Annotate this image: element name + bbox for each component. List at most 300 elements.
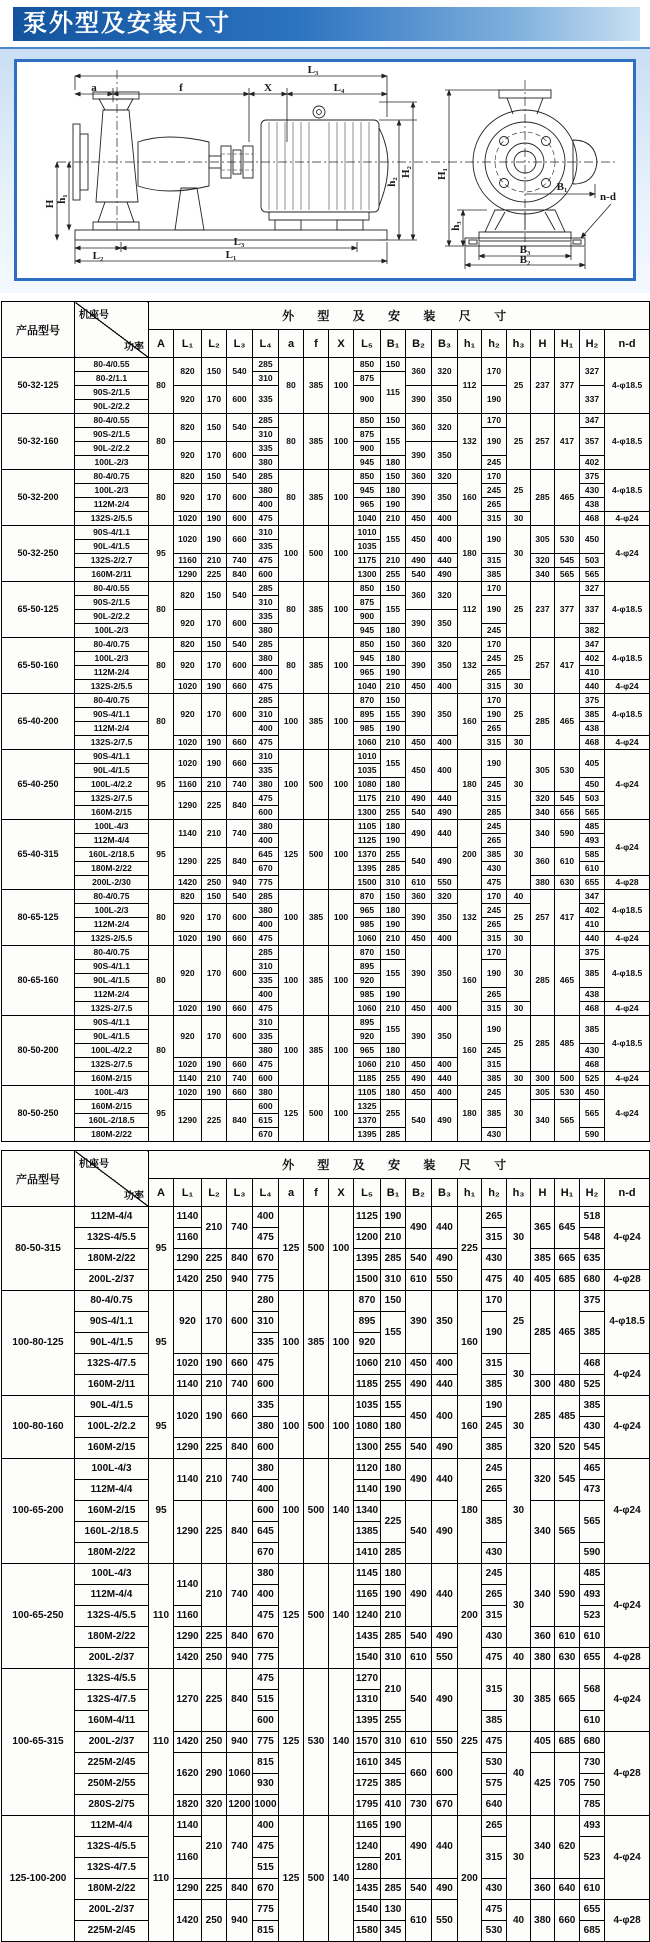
dim-cell: 540 (227, 638, 253, 652)
product-model-cell: 100-80-160 (2, 1396, 75, 1459)
dim-cell: 965 (354, 498, 381, 512)
dim-cell: 380 (253, 904, 279, 918)
dim-cell: 210 (381, 512, 406, 526)
frame-power-cell: 80-4/0.75 (75, 638, 149, 652)
dim-cell: 225 (458, 1669, 482, 1816)
dim-cell: 125 (279, 1564, 304, 1669)
dim-cell: 540 (227, 890, 253, 904)
dim-cell: 645 (253, 848, 279, 862)
dim-cell: 400 (253, 918, 279, 932)
dim-cell: 820 (174, 582, 202, 610)
dim-cell: 95 (149, 1291, 174, 1396)
dim-cell: 440 (432, 1564, 458, 1627)
dim-cell: 190 (202, 1086, 227, 1100)
dim-cell: 385 (482, 1375, 507, 1396)
product-model-cell: 80-50-200 (2, 1016, 75, 1086)
dim-cell: 350 (432, 442, 458, 470)
dim-cell: 545 (555, 554, 580, 568)
dim-cell: 180 (458, 750, 482, 820)
dim-cell: 125 (279, 820, 304, 890)
frame-power-cell: 132S-2/5.5 (75, 932, 149, 946)
dim-cell: 190 (482, 526, 507, 554)
dim-cell: 670 (253, 1627, 279, 1648)
dim-cell: 315 (482, 1354, 507, 1375)
product-model-cell: 65-50-160 (2, 638, 75, 694)
dim-cell: 382 (580, 624, 605, 638)
dim-cell: 450 (406, 1058, 432, 1072)
dim-cell: 30 (507, 932, 531, 946)
dim-cell: 1500 (354, 1270, 381, 1291)
dim-cell: 1140 (174, 1072, 202, 1086)
dim-cell: 385 (304, 638, 329, 694)
dim-cell: 190 (202, 1058, 227, 1072)
dim-cell: 500 (304, 1396, 329, 1459)
dim-cell: 80 (149, 946, 174, 1016)
power-label: 功率 (124, 1191, 144, 1202)
dim-cell: 150 (381, 638, 406, 652)
dim-cell: 665 (555, 1669, 580, 1732)
dim-cell: 385 (580, 708, 605, 722)
dim-cell: 450 (580, 778, 605, 792)
dim-cell: 900 (354, 442, 381, 456)
frame-power-cell: 112M-2/4 (75, 498, 149, 512)
dim-cell: 1300 (354, 806, 381, 820)
dim-cell: 405 (531, 1732, 555, 1753)
column-header: L₃ (227, 330, 253, 358)
dim-cell: 150 (381, 946, 406, 960)
dim-cell: 450 (406, 1086, 432, 1100)
dim-cell: 100 (279, 694, 304, 750)
dim-cell: 155 (381, 1016, 406, 1044)
dim-cell: 155 (381, 1312, 406, 1354)
dim-cell: 320 (432, 470, 458, 484)
dim-cell: 170 (482, 470, 507, 484)
dim-cell: 310 (381, 1270, 406, 1291)
dim-cell: 600 (253, 1711, 279, 1732)
dim-cell: 1175 (354, 792, 381, 806)
dim-cell: 1060 (354, 736, 381, 750)
frame-power-cell: 90L-4/1.5 (75, 974, 149, 988)
dim-cell: 610 (555, 1627, 580, 1648)
dim-cell: 100 (329, 414, 354, 470)
dim-cell: 360 (531, 848, 555, 876)
dim-cell: 377 (555, 582, 580, 638)
dim-cell: 380 (253, 624, 279, 638)
dim-cell: 200 (458, 1816, 482, 1942)
column-header: H₂ (580, 330, 605, 358)
dim-cell: 350 (432, 610, 458, 638)
page-title: 泵外型及安装尺寸 (13, 7, 640, 41)
dim-cell: 660 (227, 1058, 253, 1072)
frame-power-cell: 160L-2/18.5 (75, 1522, 149, 1543)
frame-power-cell: 90L-4/1.5 (75, 1030, 149, 1044)
dim-cell: 245 (482, 624, 507, 638)
dim-cell: 140 (329, 1816, 354, 1942)
dim-cell: 640 (555, 1879, 580, 1900)
dim-cell: 875 (354, 372, 381, 386)
dim-cell: 525 (580, 1072, 605, 1086)
dim-cell: 850 (354, 414, 381, 428)
dim-cell: 540 (227, 414, 253, 442)
dim-cell: 490 (406, 554, 432, 568)
dim-cell: 200 (458, 820, 482, 890)
frame-power-cell: 100L-4/3 (75, 1086, 149, 1100)
frame-power-cell: 90L-2/2.2 (75, 442, 149, 456)
dim-cell: 475 (253, 554, 279, 568)
dim-cell: 255 (381, 1100, 406, 1128)
dim-cell: 740 (227, 1375, 253, 1396)
product-model-cell: 50-32-160 (2, 414, 75, 470)
dim-cell: 468 (580, 512, 605, 526)
dim-cell: 245 (482, 484, 507, 498)
dim-cell: 310 (253, 960, 279, 974)
dim-cell: 100 (279, 750, 304, 820)
dim-cell: 400 (432, 1396, 458, 1438)
dim-cell: 600 (227, 484, 253, 512)
dim-cell: 493 (580, 1585, 605, 1606)
dim-cell: 350 (432, 904, 458, 932)
dim-cell: 870 (354, 1291, 381, 1312)
dim-cell: 390 (406, 694, 432, 736)
dim-cell: 500 (304, 1086, 329, 1142)
dim-cell: 1140 (174, 820, 202, 848)
dim-cell: 225 (202, 1100, 227, 1142)
dim-cell: 375 (580, 470, 605, 484)
dim-cell: 400 (432, 1354, 458, 1375)
dim-cell: 210 (381, 1058, 406, 1072)
dim-cell: 895 (354, 1312, 381, 1333)
dim-cell: 190 (202, 1354, 227, 1375)
dim-cell: 400 (432, 1002, 458, 1016)
dim-cell: 255 (381, 1072, 406, 1086)
dim-cell: 190 (482, 1312, 507, 1354)
table-row (2, 694, 650, 708)
pump-dimensions-table-2 (1, 1150, 650, 1942)
dim-cell: 740 (227, 1459, 253, 1501)
dim-cell: 335 (253, 764, 279, 778)
dim-cell: 485 (580, 820, 605, 834)
dim-cell: 850 (354, 638, 381, 652)
dim-cell: 112 (458, 582, 482, 638)
dim-cell: 210 (381, 680, 406, 694)
dim-cell: 170 (202, 946, 227, 1002)
dim-cell: 400 (432, 1058, 458, 1072)
dim-cell: 385 (482, 1100, 507, 1128)
frame-number-label: 机座号 (79, 310, 109, 321)
dim-cell: 190 (482, 596, 507, 624)
dim-cell: 1010 (354, 526, 381, 540)
dim-cell: 265 (482, 988, 507, 1002)
table-row (2, 1816, 650, 1837)
dim-cell: 160 (458, 694, 482, 750)
dim-cell: 225 (202, 1501, 227, 1564)
dim-cell: 665 (555, 1249, 580, 1270)
dim-cell: 285 (253, 470, 279, 484)
dim-cell: 545 (580, 1438, 605, 1459)
dim-cell: 1060 (354, 1002, 381, 1016)
dim-cell: 255 (381, 1711, 406, 1732)
dim-cell: 475 (482, 876, 507, 890)
dim-cell: 225 (202, 1438, 227, 1459)
dim-cell: 840 (227, 1669, 253, 1732)
dim-cell: 840 (227, 848, 253, 876)
dim-cell: 180 (381, 1417, 406, 1438)
dim-cell: 305 (531, 526, 555, 554)
frame-power-cell: 160M-2/15 (75, 1072, 149, 1086)
frame-power-cell: 90S-4/1.1 (75, 526, 149, 540)
dim-cell: 315 (482, 1002, 507, 1016)
dim-cell: 500 (304, 750, 329, 820)
dim-cell: 390 (406, 946, 432, 1002)
dim-cell: 840 (227, 1249, 253, 1270)
dim-cell: 945 (354, 456, 381, 470)
dim-cell: 255 (381, 568, 406, 582)
dim-cell: 305 (531, 1086, 555, 1100)
dim-cell: 540 (406, 568, 432, 582)
dim-cell: 1185 (354, 1375, 381, 1396)
dim-cell: 440 (432, 1816, 458, 1879)
dim-cell: 170 (482, 414, 507, 428)
dim-cell: 337 (580, 386, 605, 414)
dim-cell: 170 (482, 638, 507, 652)
dim-cell: 190 (381, 498, 406, 512)
dim-cell: 225 (202, 792, 227, 820)
dim-cell: 390 (406, 442, 432, 470)
dim-cell: 80 (279, 414, 304, 470)
dim-cell: 405 (580, 750, 605, 778)
dim-cell: 1040 (354, 680, 381, 694)
dim-cell: 380 (253, 1086, 279, 1100)
dim-cell: 600 (227, 652, 253, 680)
dim-cell: 565 (555, 1501, 580, 1564)
product-model-cell: 100-65-315 (2, 1669, 75, 1816)
dim-cell: 170 (202, 652, 227, 680)
dim-cell: 250 (202, 1270, 227, 1291)
dim-cell: 310 (381, 1732, 406, 1753)
dim-cell: 30 (507, 1072, 531, 1086)
frame-power-header (75, 1151, 149, 1207)
frame-power-cell: 160M-2/15 (75, 1438, 149, 1459)
dim-cell: 100 (279, 1396, 304, 1459)
dim-cell: 4-φ24 (605, 1072, 650, 1086)
dim-cell: 210 (202, 778, 227, 792)
dim-cell: 265 (482, 498, 507, 512)
dim-cell: 25 (507, 904, 531, 932)
dim-cell: 490 (432, 848, 458, 876)
dim-cell: 150 (381, 582, 406, 596)
dim-cell: 347 (580, 638, 605, 652)
frame-power-cell: 132S-2/7.5 (75, 736, 149, 750)
dim-cell: 545 (555, 792, 580, 806)
frame-power-cell: 225M-2/45 (75, 1753, 149, 1774)
dim-cell: 1500 (354, 876, 381, 890)
dim-cell: 377 (555, 358, 580, 414)
dim-cell: 600 (253, 806, 279, 820)
frame-power-cell: 90L-4/1.5 (75, 1333, 149, 1354)
dim-cell: 740 (227, 1816, 253, 1879)
dim-cell: 210 (381, 932, 406, 946)
dim-cell: 285 (531, 1291, 555, 1375)
dim-cell: 385 (304, 946, 329, 1016)
product-model-cell: 100-80-125 (2, 1291, 75, 1396)
pump-drawing-panel (0, 47, 650, 293)
table-row (2, 1669, 650, 1690)
dim-cell: 210 (381, 792, 406, 806)
dim-cell: 380 (253, 820, 279, 834)
dim-cell: 30 (507, 820, 531, 890)
dim-cell: 170 (202, 386, 227, 414)
dim-cell: 400 (253, 666, 279, 680)
dim-cell: 400 (253, 834, 279, 848)
dim-cell: 140 (329, 1564, 354, 1669)
dim-cell: 670 (253, 1543, 279, 1564)
dim-cell: 685 (555, 1732, 580, 1753)
dim-cell: 390 (406, 484, 432, 512)
dim-cell: 95 (149, 1396, 174, 1459)
dim-cell: 475 (482, 1732, 507, 1753)
dim-cell: 1420 (174, 876, 202, 890)
dim-cell: 25 (507, 694, 531, 736)
frame-power-cell: 200L-2/37 (75, 1732, 149, 1753)
dim-cell: 540 (406, 1249, 432, 1270)
dim-cell: 180 (381, 652, 406, 666)
dim-cell: 1290 (174, 1627, 202, 1648)
dim-cell: 450 (406, 526, 432, 554)
dim-cell: 385 (482, 1501, 507, 1543)
dim-cell: 540 (227, 358, 253, 386)
frame-power-cell: 132S-4/7.5 (75, 1354, 149, 1375)
dim-cell: 630 (555, 876, 580, 890)
frame-power-cell: 90L-4/1.5 (75, 540, 149, 554)
dim-cell: 660 (227, 1086, 253, 1100)
dim-cell: 402 (580, 456, 605, 470)
product-model-header: 产品型号 (2, 302, 75, 358)
dim-cell: 170 (482, 1291, 507, 1312)
dim-cell: 1020 (174, 1354, 202, 1375)
column-header: A (149, 330, 174, 358)
dim-cell: 490 (406, 1564, 432, 1627)
dim-cell: 150 (381, 358, 406, 372)
dim-cell: 30 (507, 1354, 531, 1396)
dim-cell: 920 (174, 652, 202, 680)
dim-cell: 250 (202, 1648, 227, 1669)
frame-power-cell: 132S-2/5.5 (75, 512, 149, 526)
dim-cell: 245 (482, 904, 507, 918)
dim-cell: 540 (227, 582, 253, 610)
dim-cell: 190 (202, 932, 227, 946)
dim-cell: 540 (406, 1100, 432, 1142)
dim-cell: 645 (555, 1207, 580, 1249)
dim-cell: 132 (458, 414, 482, 470)
dim-cell: 740 (227, 1072, 253, 1086)
dim-cell: 4-φ24 (605, 932, 650, 946)
column-header: X (329, 330, 354, 358)
dim-cell: 550 (432, 1732, 458, 1753)
dims-title-header: 外 型 及 安 装 尺 寸 (149, 302, 650, 330)
dim-cell: 670 (432, 1795, 458, 1816)
frame-power-cell: 90L-2/2.2 (75, 610, 149, 624)
dim-cell: 565 (580, 1501, 605, 1543)
dim-cell: 160 (458, 946, 482, 1016)
dim-cell: 350 (432, 652, 458, 680)
dim-cell: 450 (406, 736, 432, 750)
dim-cell: 875 (354, 596, 381, 610)
dim-cell: 285 (381, 1627, 406, 1648)
dim-cell: 750 (580, 1774, 605, 1795)
dim-cell: 150 (202, 582, 227, 610)
dim-cell: 310 (253, 1312, 279, 1333)
dim-cell: 820 (174, 890, 202, 904)
frame-power-cell: 90S-2/1.5 (75, 596, 149, 610)
dim-cell: 1035 (354, 764, 381, 778)
dim-cell: 550 (432, 876, 458, 890)
product-model-cell: 80-50-250 (2, 1086, 75, 1142)
table-row (2, 526, 650, 540)
dim-cell: 1145 (354, 1564, 381, 1585)
dim-cell: 315 (482, 932, 507, 946)
dim-cell: 402 (580, 652, 605, 666)
dim-cell: 530 (555, 1086, 580, 1100)
dim-cell: 1270 (174, 1669, 202, 1732)
dim-cell: 920 (174, 442, 202, 470)
table-row (2, 638, 650, 652)
dim-cell: 775 (253, 876, 279, 890)
dim-cell: 100 (329, 946, 354, 1016)
dim-cell: 1020 (174, 526, 202, 554)
frame-power-cell: 90L-4/1.5 (75, 1396, 149, 1417)
dim-cell: 180 (381, 1044, 406, 1058)
dim-cell: 985 (354, 988, 381, 1002)
dim-cell: 385 (482, 568, 507, 582)
dim-cell: 1340 (354, 1501, 381, 1522)
dim-cell: 1140 (174, 1207, 202, 1228)
column-header: h₁ (458, 330, 482, 358)
table-row (2, 582, 650, 596)
column-header: L₄ (253, 330, 279, 358)
dim-cell: 920 (174, 610, 202, 638)
dim-cell: 870 (354, 946, 381, 960)
dim-cell: 490 (432, 806, 458, 820)
dim-cell: 180 (458, 1459, 482, 1564)
dim-cell: 385 (580, 1312, 605, 1354)
dim-cell: 350 (432, 1016, 458, 1058)
dim-cell: 150 (381, 470, 406, 484)
dim-cell: 610 (580, 1627, 605, 1648)
dim-cell: 670 (253, 1249, 279, 1270)
dim-cell: 610 (555, 848, 580, 876)
dim-cell: 400 (432, 1086, 458, 1100)
dim-cell: 430 (482, 1543, 507, 1564)
dim-cell: 600 (227, 442, 253, 470)
dim-cell: 335 (253, 1396, 279, 1417)
dim-cell: 100 (329, 638, 354, 694)
dim-cell: 100 (279, 1459, 304, 1564)
dim-cell: 95 (149, 1459, 174, 1564)
dim-cell: 475 (253, 512, 279, 526)
product-model-header: 产品型号 (2, 1151, 75, 1207)
dim-cell: 160 (458, 1291, 482, 1396)
dim-cell: 920 (174, 484, 202, 512)
dim-cell: 656 (555, 806, 580, 820)
dim-cell: 320 (432, 890, 458, 904)
dim-cell: 125 (279, 1086, 304, 1142)
dim-cell: 100 (329, 470, 354, 526)
dim-cell: 100 (279, 1291, 304, 1396)
dim-label-B3: B₃ (519, 244, 531, 256)
dim-cell: 150 (381, 890, 406, 904)
dim-cell: 610 (406, 1900, 432, 1942)
frame-power-cell: 112M-2/4 (75, 988, 149, 1002)
